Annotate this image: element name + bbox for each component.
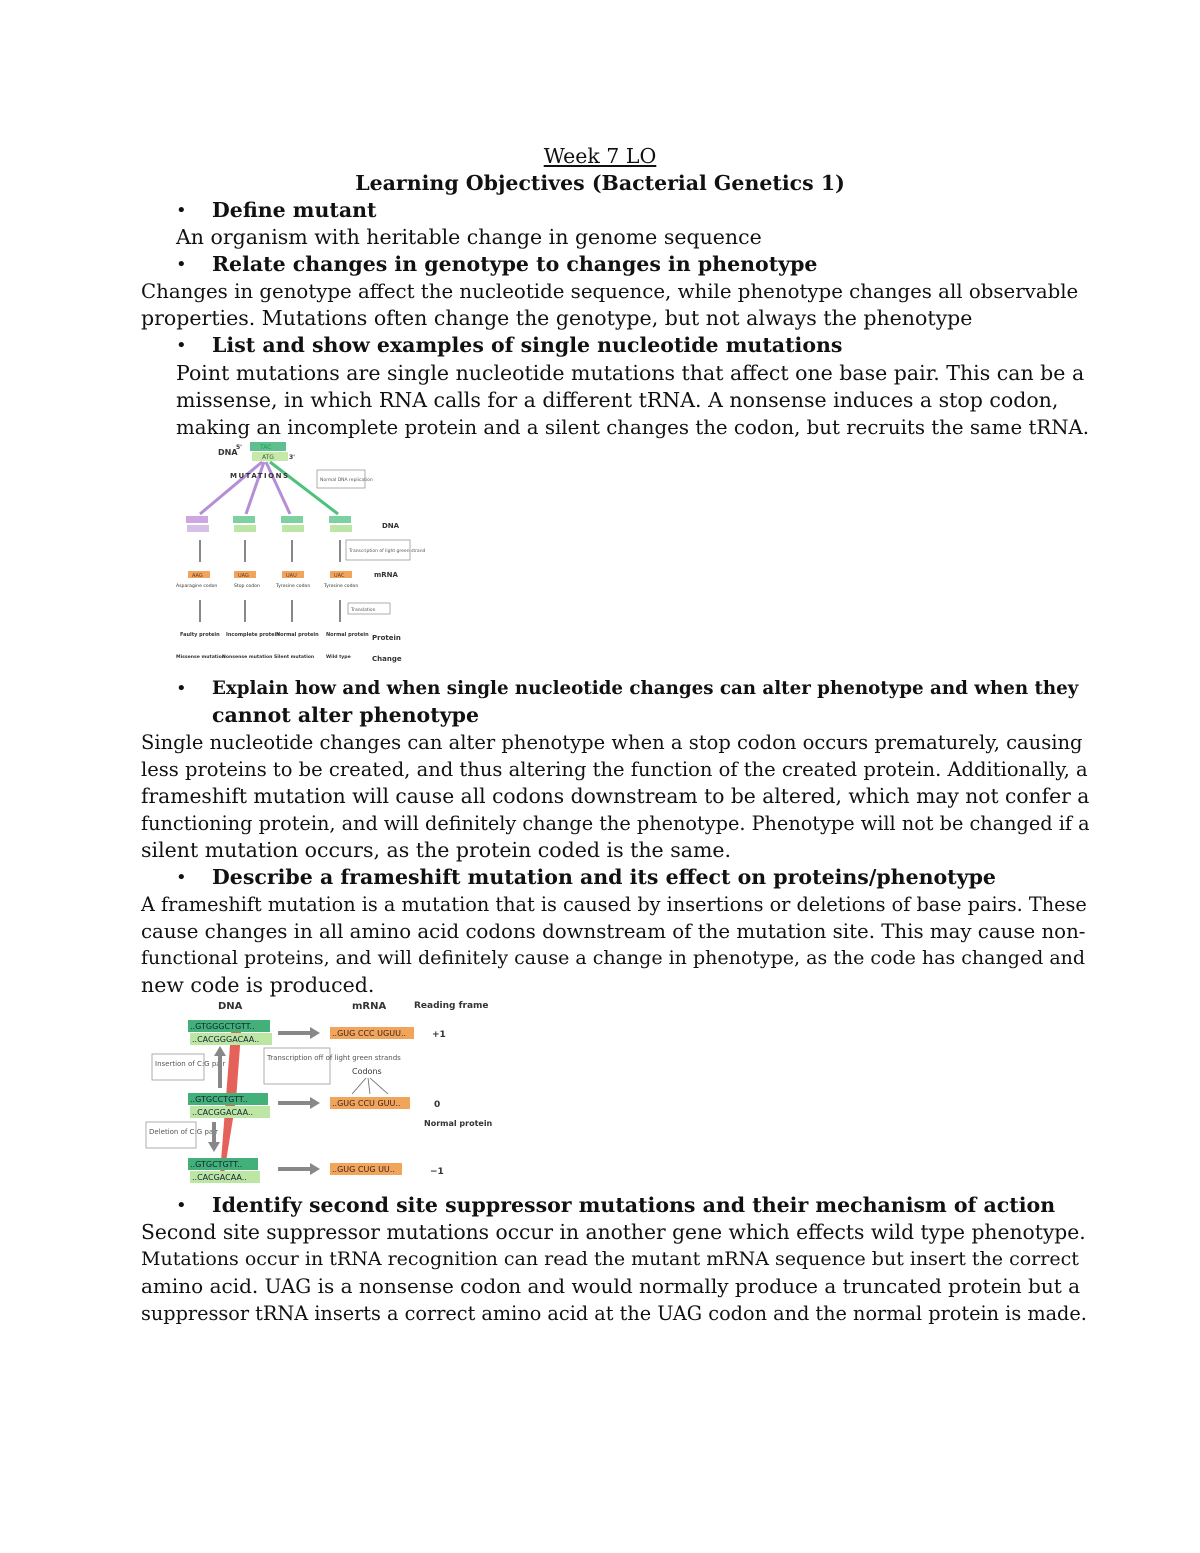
fig2-row2-dna-bottom: ..CACGGACAA..: [192, 1108, 254, 1117]
fig1-row-protein: Protein: [372, 634, 401, 642]
fig1-codon-name-3: Tyrosine codon: [276, 584, 311, 589]
body-line: Changes in genotype affect the nucleotide sequence, while phenotype changes all observable: [141, 280, 1079, 303]
fig2-insertion-note: Insertion of C:G pair: [155, 1060, 226, 1068]
fig2-row-1: [188, 1020, 446, 1045]
fig2-row3-dna-top: ..GTGCTGTT..: [190, 1160, 243, 1169]
fig2-row1-frame: +1: [432, 1030, 446, 1040]
body-line: properties. Mutations often change the genotype, but not always the phenotype: [141, 306, 973, 330]
heading-define-mutant: Define mutant: [212, 198, 377, 222]
body-line: Point mutations are single nucleotide mutations that affect one base pair. This can be a: [176, 361, 1085, 385]
fig1-mutations-label: MUTATIONS: [230, 472, 290, 480]
bullet: •: [176, 254, 187, 275]
fig1-arrow-missense: [200, 462, 262, 514]
body-line: suppressor tRNA inserts a correct amino acid at the UAG codon and the normal protein is made.: [141, 1302, 1087, 1325]
heading-frameshift: Describe a frameshift mutation and its effect on proteins/phenotype: [212, 865, 996, 889]
fig1-protein-3: Normal protein: [276, 632, 319, 638]
fig1-dna-label: DNA: [218, 448, 238, 457]
fig2-normal-protein: Normal protein: [424, 1119, 493, 1128]
doc-title: Week 7 LO: [543, 144, 657, 168]
fig1-normal-dna-note: Normal DNA replication: [320, 478, 373, 483]
fig1-column-4: [323, 516, 369, 660]
fig1-codon-4: UAC: [334, 573, 345, 579]
fig1-codon-1: AAG: [192, 573, 203, 579]
fig2-col-frame: Reading frame: [414, 1001, 489, 1011]
fig1-codon-2: UAG: [238, 573, 249, 579]
fig1-five-prime: 5': [236, 444, 243, 451]
bullet: •: [176, 200, 187, 221]
body-line: Second site suppressor mutations occur in another gene which effects wild type phenotype.: [141, 1220, 1086, 1244]
fig1-transcription-note: Transcription of light green strand: [349, 549, 426, 554]
fig1-top-strand-text: TAC: [260, 444, 272, 451]
fig2-col-mrna: mRNA: [352, 1001, 387, 1012]
fig2-row3-frame: −1: [430, 1167, 444, 1177]
fig2-row1-dna-bottom: ..CACGGGACAA..: [192, 1035, 260, 1044]
fig2-row2-mrna: ..GUG CCU GUU..: [332, 1099, 401, 1108]
bullet: •: [176, 335, 187, 356]
fig2-codons-label: Codons: [352, 1067, 382, 1076]
fig2-row-3: [188, 1158, 444, 1183]
fig1-protein-1: Faulty protein: [180, 632, 220, 638]
body-line: frameshift mutation will cause all codons downstream to be altered, which may not confer a: [141, 784, 1090, 808]
body-line: amino acid. UAG is a nonsense codon and would normally produce a truncated protein but a: [141, 1274, 1081, 1298]
body-line: missense, in which RNA calls for a different tRNA. A nonsense induces a stop codon,: [176, 388, 1059, 412]
fig1-row-dna: DNA: [382, 522, 400, 530]
body-line: less proteins to be created, and thus altering the function of the created protein. Additionally, a: [141, 758, 1088, 781]
fig1-column-2: [222, 516, 280, 660]
body-line: An organism with heritable change in genome sequence: [176, 225, 762, 249]
fig2-row3-dna-bottom: ..CACGACAA..: [192, 1173, 247, 1182]
fig1-codon-name-2: Stop codon: [234, 584, 260, 589]
heading-single-nucleotide: List and show examples of single nucleotide mutations: [212, 333, 843, 357]
bullet: •: [176, 1195, 187, 1216]
fig1-column-3: [274, 516, 319, 660]
fig1-row-mrna: mRNA: [374, 571, 398, 579]
fig1-change-1: Missense mutation: [176, 655, 225, 660]
body-line: A frameshift mutation is a mutation that is caused by insertions or deletions of base pairs. These: [141, 893, 1087, 916]
body-line: making an incomplete protein and a silent changes the codon, but recruits the same tRNA.: [176, 416, 1090, 439]
fig1-protein-4: Normal protein: [326, 632, 369, 638]
fig2-col-dna: DNA: [218, 1001, 243, 1012]
fig1-codon-name-1: Asparagine codon: [176, 584, 218, 589]
bullet: •: [176, 867, 187, 888]
fig2-row1-dna-top: ..GTGGGCTGTT..: [190, 1022, 255, 1031]
fig1-translation-note: Translation: [351, 608, 376, 613]
body-line: functional proteins, and will definitely cause a change in phenotype, as the code has changed and: [141, 947, 1086, 969]
fig1-bottom-strand-text: ATG: [262, 454, 274, 461]
heading-alter-phenotype-cont: cannot alter phenotype: [212, 703, 479, 727]
fig1-column-1: [176, 516, 225, 660]
frameshift-figure: [140, 996, 493, 1188]
heading-suppressor: Identify second site suppressor mutations and their mechanism of action: [212, 1193, 1056, 1217]
body-line: silent mutation occurs, as the protein coded is the same.: [141, 838, 732, 862]
doc-subtitle: Learning Objectives (Bacterial Genetics 1): [355, 171, 845, 195]
fig1-change-4: Wild type: [326, 655, 351, 660]
fig1-protein-2: Incomplete protein: [226, 632, 280, 638]
fig1-codon-3: UAU: [286, 573, 297, 579]
fig2-row2-frame: 0: [434, 1100, 441, 1110]
fig1-codon-name-4: Tyrosine codon: [324, 584, 359, 589]
fig1-change-2: Nonsense mutation: [222, 655, 273, 660]
body-line: Single nucleotide changes can alter phenotype when a stop codon occurs prematurely, causing: [141, 731, 1083, 754]
bullet: •: [176, 678, 187, 699]
body-line: Mutations occur in tRNA recognition can read the mutant mRNA sequence but insert the correct: [141, 1248, 1079, 1270]
fig1-row-change: Change: [372, 655, 402, 663]
body-line: functioning protein, and will definitely change the phenotype. Phenotype will not be changed if a: [141, 812, 1090, 835]
body-line: new code is produced.: [141, 973, 375, 997]
fig2-deletion-note: Deletion of C:G pair: [149, 1128, 219, 1136]
body-line: cause changes in all amino acid codons downstream of the mutation site. This may cause non-: [141, 920, 1086, 943]
fig2-row3-mrna: ..GUG CUG UU..: [332, 1165, 395, 1174]
fig1-change-3: Silent mutation: [274, 655, 315, 660]
fig2-row1-mrna: ..GUG CCC UGUU..: [332, 1029, 407, 1038]
heading-genotype-phenotype: Relate changes in genotype to changes in phenotype: [212, 252, 818, 276]
fig1-three-prime: 3': [289, 454, 296, 461]
point-mutations-figure: [170, 440, 426, 668]
fig2-transcription-note: Transcription off of light green strands: [267, 1054, 401, 1062]
heading-alter-phenotype: Explain how and when single nucleotide changes can alter phenotype and when they: [212, 678, 1079, 699]
fig2-row2-dna-top: ..GTGCCTGTT..: [190, 1095, 248, 1104]
